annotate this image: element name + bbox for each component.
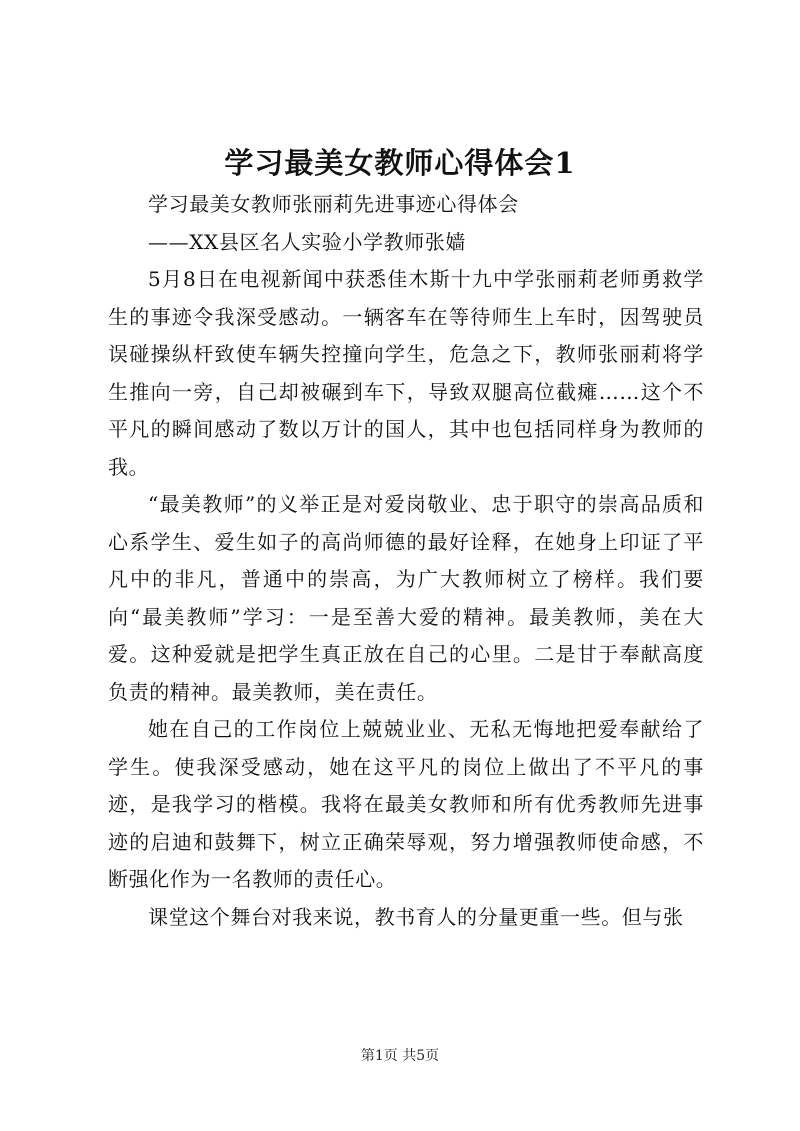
document-title: 学习最美女教师心得体会1 bbox=[224, 146, 576, 180]
document-body bbox=[108, 186, 704, 936]
paragraph-4: 课堂这个舞台对我来说，教书育人的分量更重一些。但与张 bbox=[148, 904, 684, 929]
author-line: ——XX县区名人实验小学教师张嫱 bbox=[148, 229, 467, 254]
paragraph-3: 她在自己的工作岗位上兢兢业业、无私无悔地把爱奉献给了学生。使我深受感动，她在这平凡的岗位上做出了不平凡的事迹，是我学习的楷模。我将在最美女教师和所有优秀教师先进事迹的启迪和鼓舞下，树立正确荣辱观，努力增强教师使命感，不断强化作为一名教师的责任心。 bbox=[108, 717, 704, 891]
paragraph-1: 5月8日在电视新闻中获悉佳木斯十九中学张丽莉老师勇救学生的事迹令我深受感动。一辆客车在等待师生上车时，因驾驶员误碰操纵杆致使车辆失控撞向学生，危急之下，教师张丽莉将学生推向一旁，自己却被碾到车下，导致双腿高位截瘫……这个不平凡的瞬间感动了数以万计的国人，其中也包括同样身为教师的我。 bbox=[108, 267, 704, 479]
document-subtitle: 学习最美女教师张丽莉先进事迹心得体会 bbox=[148, 192, 519, 216]
paragraph-2: “最美教师”的义举正是对爱岗敬业、忠于职守的崇高品质和心系学生、爱生如子的高尚师德的最好诠释，在她身上印证了平凡中的非凡，普通中的崇高，为广大教师树立了榜样。我们要向“最美教师”学习：一是至善大爱的精神。最美教师，美在大爱。这种爱就是把学生真正放在自己的心里。二是甘于奉献高度负责的精神。最美教师，美在责任。 bbox=[108, 492, 704, 704]
page-number-footer: 第1页 共5页 bbox=[360, 1048, 440, 1064]
